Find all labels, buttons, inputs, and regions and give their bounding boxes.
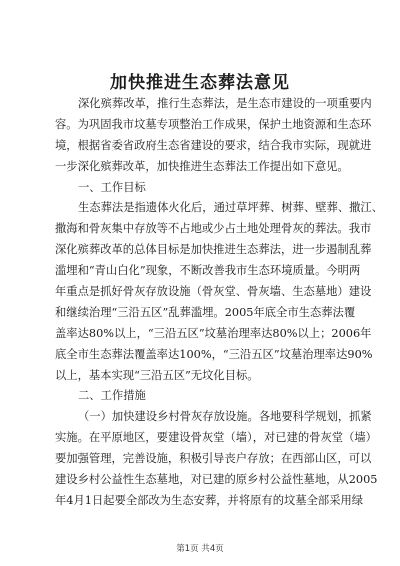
paragraph-line: 深化殡葬改革，推行生态葬法，是生态市建设的一项重要内 xyxy=(78,97,372,110)
document-title: 加快推进生态葬法意见 xyxy=(110,73,290,93)
document-body xyxy=(55,94,384,512)
paragraph-line: 以上，基本实现“三沿五区”无坟化目标。 xyxy=(55,368,259,382)
paragraph-line: 年重点是抓好骨灰存放设施（骨灰堂、骨灰墙、生态墓地）建设 xyxy=(55,285,372,299)
section-heading-measures: 二、工作措施 xyxy=(78,389,146,403)
paragraph-line: 盖率达80%以上，“三沿五区”坟墓治理率达80%以上；2006年 xyxy=(55,326,372,340)
paragraph-line: 底全市生态葬法覆盖率达100%，“三沿五区”坟墓治理率达90% xyxy=(55,347,373,361)
paragraph-line: 年4月1日起要全部改为生态安葬，并将原有的坟墓全部采用绿 xyxy=(55,493,364,507)
paragraph-line: 实施。在平原地区，要建设骨灰堂（墙），对已建的骨灰堂（墙） xyxy=(55,431,377,445)
paragraph-line: 要加强管理，完善设施，积极引导丧户存放；在西部山区，可以 xyxy=(55,452,372,466)
paragraph-line: 建设乡村公益性生态墓地，对已建的原乡村公益性墓地，从2005 xyxy=(55,473,378,487)
page-number-footer: 第1页 共4页 xyxy=(176,544,224,554)
paragraph-line: 境，根据省委省政府生态省建设的要求，结合我市实际，现就进 xyxy=(55,138,372,152)
paragraph-line: 和继续治理“三沿五区”乱葬滥埋。2005年底全市生态葬法覆 xyxy=(55,305,356,319)
paragraph-line: 生态葬法是指遗体火化后，通过草坪葬、树葬、壁葬、撒江、 xyxy=(78,201,384,215)
section-heading-goals: 一、工作目标 xyxy=(78,180,146,194)
paragraph-line: 一步深化殡葬改革，加快推进生态葬法工作提出如下意见。 xyxy=(55,159,349,173)
paragraph-line: （一）加快建设乡村骨灰存放设施。各地要科学规划，抓紧 xyxy=(78,410,372,424)
paragraph-line: 滥埋和“青山白化”现象，不断改善我市生态环境质量。今明两 xyxy=(55,264,361,278)
paragraph-line: 撒海和骨灰集中存放等不占地或少占土地处理骨灰的葬法。我市 xyxy=(55,222,372,236)
paragraph-line: 容。为巩固我市坟墓专项整治工作成果，保护土地资源和生态环 xyxy=(55,117,372,131)
paragraph-line: 深化殡葬改革的总体目标是加快推进生态葬法，进一步遏制乱葬 xyxy=(55,243,372,257)
